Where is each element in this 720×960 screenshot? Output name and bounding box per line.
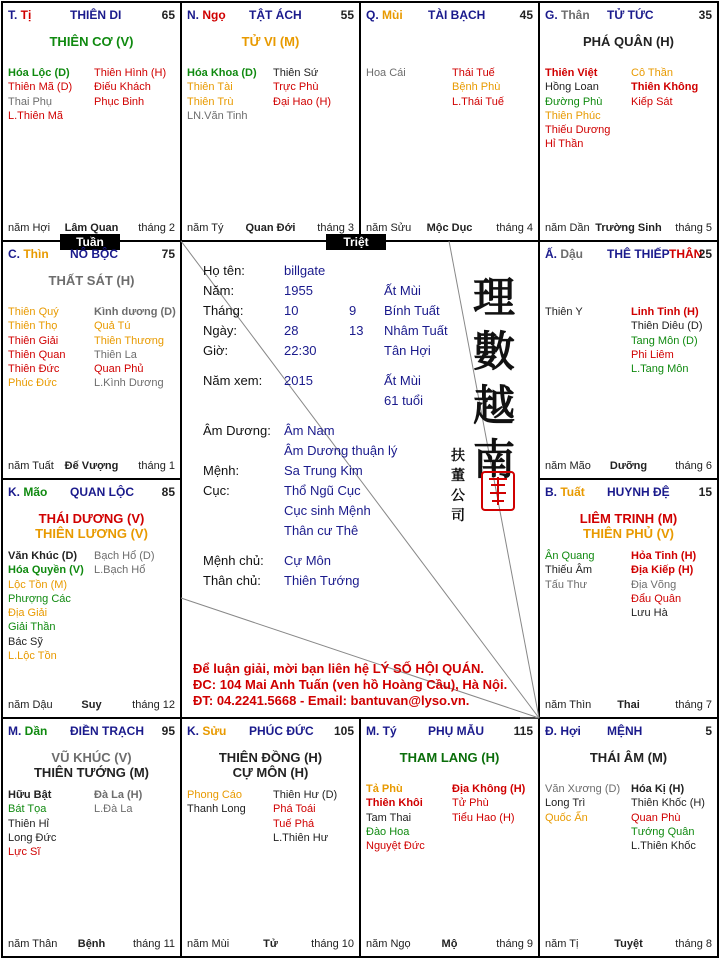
palace-footer: [187, 222, 354, 236]
trang-sinh-stage: Tử: [263, 938, 278, 950]
main-star: LIÊM TRINH (M): [579, 511, 678, 526]
can-chi: M. Dần: [8, 724, 48, 738]
trang-sinh-stage: Mộ: [441, 938, 458, 950]
minor-star: L.Tang Môn: [631, 363, 689, 376]
minor-star: Thiếu Âm: [545, 564, 593, 577]
stars-left: [8, 66, 72, 123]
palace-ty: [360, 718, 539, 957]
dai-han-number: 25: [698, 247, 712, 261]
dai-han-number: 55: [340, 8, 354, 22]
minor-star: L.Thái Tuế: [452, 95, 504, 108]
palace-header: [187, 724, 356, 740]
palace-header: [8, 247, 177, 263]
palace-header: [8, 485, 177, 501]
minor-star: L.Thiên Hư: [273, 831, 329, 844]
trang-sinh-stage: Quan Đới: [245, 222, 296, 234]
minor-star: Phúc Đức: [8, 377, 57, 390]
main-star: THÁI ÂM (M): [589, 750, 668, 765]
palace-header: [8, 8, 177, 24]
year-label: Năm:: [203, 283, 235, 298]
minor-star: Hóa Kị (H): [631, 783, 685, 795]
minor-star: Thiên Thương: [94, 334, 165, 347]
month-label: Tháng:: [203, 303, 244, 318]
minor-star: Thiên Y: [545, 306, 583, 318]
age-value: 61 tuổi: [384, 393, 424, 408]
minor-star: LN.Văn Tinh: [187, 109, 248, 122]
minor-star: Địa Võng: [631, 578, 677, 591]
minor-star: Phục Binh: [94, 95, 145, 108]
trang-sinh-stage: Lâm Quan: [64, 222, 119, 234]
view-year-value: 2015: [284, 373, 313, 388]
tieu-han-year: năm Mùi: [187, 938, 230, 950]
minor-star: Phi Liêm: [631, 348, 674, 361]
menhchu-label: Mệnh chủ:: [203, 553, 264, 568]
view-year-label: Năm xem:: [203, 373, 263, 388]
main-star: THIÊN LƯƠNG (V): [35, 526, 148, 541]
minor-star: Thiên Hư (D): [273, 789, 338, 801]
dai-han-number: 45: [519, 8, 533, 22]
can-chi: Đ. Hợi: [545, 724, 581, 738]
minor-star: Thiên Việt: [545, 67, 598, 79]
minor-star: Thiên Hình (H): [94, 67, 167, 79]
nguyet-han-month: tháng 11: [132, 938, 175, 950]
can-chi: N. Ngọ: [187, 8, 226, 22]
hour-cn: Tân Hợi: [384, 343, 431, 358]
minor-star: Địa Không (H): [452, 783, 526, 795]
can-chi: Q. Mùi: [366, 8, 403, 22]
small-calligraphy: 扶 董 公 司: [451, 448, 465, 524]
stars-left: [366, 782, 425, 853]
main-star: THÁI DƯƠNG (V): [38, 511, 145, 526]
nguyet-han-month: tháng 12: [132, 699, 175, 711]
minor-star: Thiên Mã (D): [8, 81, 73, 94]
minor-star: Thiên Diêu (D): [631, 320, 703, 333]
nguyet-han-month: tháng 5: [675, 222, 712, 234]
minor-star: Thiên La: [94, 348, 137, 361]
minor-star: Quan Phù: [631, 811, 681, 824]
minor-star: Bác Sỹ: [8, 635, 43, 648]
can-chi: T. Tị: [8, 8, 32, 22]
minor-star: Thiên Không: [631, 81, 699, 94]
palace-footer: [545, 699, 712, 713]
stars-right: [273, 788, 337, 845]
minor-star: Ân Quang: [545, 550, 595, 562]
minor-star: Linh Tinh (H): [631, 306, 699, 318]
palace-header: [545, 247, 714, 263]
minor-star: Đại Hao (H): [273, 95, 332, 108]
day-cn: Nhâm Tuất: [384, 323, 448, 338]
calligraphy-text: 理 數 越 南: [472, 273, 515, 484]
minor-star: Địa Giải: [8, 607, 48, 620]
palace-than: [539, 2, 718, 241]
menh-value: Sa Trung Kim: [284, 463, 363, 478]
stars-right: [452, 66, 504, 109]
palace-footer: [8, 938, 175, 952]
tieu-han-year: năm Tuất: [8, 460, 54, 472]
palace-name: TỬ TỨC: [607, 8, 654, 22]
minor-star: Tấu Thư: [545, 578, 588, 591]
stars-left: [545, 549, 595, 592]
than-position: Thân cư Thê: [284, 523, 359, 538]
minor-star: Bệnh Phù: [452, 81, 501, 94]
thanchu-value: Thiên Tướng: [284, 573, 360, 588]
minor-star: Địa Kiếp (H): [631, 564, 694, 577]
stars-left: [545, 66, 610, 152]
dai-han-number: 105: [333, 724, 354, 738]
minor-star: Hỉ Thần: [545, 138, 584, 151]
main-star: THIÊN ĐỒNG (H): [218, 750, 323, 765]
tieu-han-year: năm Dần: [545, 222, 590, 234]
center-panel: [181, 241, 539, 718]
minor-star: Long Trì: [545, 797, 586, 810]
minor-star: Thiên Trù: [187, 95, 234, 108]
palace-footer: [366, 222, 533, 236]
main-star: THIÊN TƯỚNG (M): [33, 765, 150, 780]
minor-star: Thiên Đức: [8, 363, 60, 376]
can-chi: B. Tuất: [545, 485, 585, 499]
palace-footer: [545, 938, 712, 952]
minor-star: Tuế Phá: [273, 817, 315, 830]
month-cn: Bính Tuất: [384, 303, 440, 318]
minor-star: Thiên Giải: [8, 334, 59, 347]
contact-phone-email: ĐT: 04.2241.5668 - Email: bantuvan@lyso.vn.: [193, 693, 470, 708]
trang-sinh-stage: Mộc Dục: [426, 222, 473, 234]
year-cn: Ất Mùi: [384, 283, 421, 298]
minor-star: Tang Môn (D): [631, 334, 698, 347]
stars-left: [8, 788, 56, 859]
minor-star: Hoa Cái: [366, 67, 406, 79]
trang-sinh-stage: Đế Vượng: [64, 460, 119, 472]
stars-right: [631, 305, 703, 376]
stars-left: [8, 549, 84, 663]
menhchu-value: Cự Môn: [284, 553, 331, 568]
stars-right: [631, 549, 696, 620]
tieu-han-year: năm Thìn: [545, 699, 592, 711]
palace-footer: [545, 222, 712, 236]
palace-header: [545, 485, 714, 501]
can-chi: Ấ. Dậu: [545, 247, 584, 261]
minor-star: Bạch Hổ (D): [94, 550, 155, 562]
cuc-label: Cục:: [203, 483, 230, 498]
dai-han-number: 65: [161, 8, 175, 22]
palace-header: [187, 8, 356, 24]
minor-star: Đẩu Quân: [631, 592, 682, 605]
palace-dau: [539, 241, 718, 479]
tieu-han-year: năm Tý: [187, 222, 224, 234]
minor-star: Long Đức: [8, 831, 57, 844]
nguyet-han-month: tháng 3: [317, 222, 354, 234]
tieu-han-year: năm Ngọ: [366, 938, 411, 950]
minor-star: Phượng Các: [8, 592, 71, 605]
minor-star: Hóa Lộc (D): [8, 67, 70, 79]
amduong-label: Âm Dương:: [203, 423, 271, 438]
palace-footer: [8, 222, 175, 236]
contact-line-1: Để luận giải, mời bạn liên hệ LÝ SỐ HỘI QUÁN.: [193, 661, 484, 676]
palace-tuat: [539, 479, 718, 718]
minor-star: Thái Tuế: [452, 67, 495, 79]
minor-star: L.Lộc Tồn: [8, 650, 57, 663]
main-star: PHÁ QUÂN (H): [583, 34, 674, 49]
minor-star: Quan Phủ: [94, 363, 144, 376]
dai-han-number: 5: [705, 724, 712, 738]
stars-left: [187, 788, 246, 817]
dai-han-number: 85: [161, 485, 175, 499]
tieu-han-year: năm Thân: [8, 938, 58, 950]
nguyet-han-month: tháng 6: [675, 460, 712, 472]
palace-footer: [8, 699, 175, 713]
minor-star: Thiên Quý: [8, 306, 59, 318]
name-value: billgate: [284, 263, 326, 278]
cuc-value: Thổ Ngũ Cục: [284, 483, 361, 498]
minor-star: Tam Thai: [366, 811, 412, 824]
trang-sinh-stage: Tuyệt: [614, 938, 643, 950]
palace-name: ĐIỀN TRẠCH: [70, 724, 144, 738]
dai-han-number: 115: [513, 724, 533, 738]
stars-right: [94, 549, 155, 578]
amduong-relation: Âm Dương thuận lý: [284, 443, 398, 458]
stars-left: [366, 66, 406, 80]
minor-star: Thiếu Dương: [545, 124, 611, 137]
minor-star: Thiên Tài: [187, 81, 233, 94]
tieu-han-year: năm Sửu: [366, 222, 412, 234]
palace-header: [366, 724, 535, 740]
palace-name: HUYNH ĐỆ: [607, 485, 670, 499]
trang-sinh-stage: Trường Sinh: [595, 222, 662, 234]
palace-header: [366, 8, 535, 24]
palace-header: [8, 724, 177, 740]
nguyet-han-month: tháng 1: [138, 460, 175, 472]
main-star: THIÊN PHỦ (V): [583, 526, 674, 541]
tieu-han-year: năm Tị: [545, 938, 579, 950]
tieu-han-year: năm Dậu: [8, 699, 53, 711]
can-chi: G. Thân: [545, 8, 590, 22]
tieu-han-year: năm Hợi: [8, 222, 51, 234]
calligraphy-seal: [469, 271, 519, 487]
minor-star: Lực Sĩ: [8, 846, 41, 859]
palace-mao: [2, 479, 181, 718]
stars-left: [545, 782, 620, 825]
minor-star: L.Bạch Hổ: [94, 564, 146, 577]
stars-right: [452, 782, 525, 825]
minor-star: Bát Tọa: [8, 803, 47, 816]
minor-star: Kình dương (D): [94, 306, 176, 318]
menh-label: Mệnh:: [203, 463, 240, 478]
minor-star: Kiếp Sát: [631, 95, 673, 108]
stars-right: [94, 788, 142, 817]
minor-star: Thiên Sứ: [273, 67, 319, 79]
main-star: THIÊN CƠ (V): [49, 34, 134, 49]
minor-star: Quốc Ấn: [545, 811, 588, 824]
minor-star: Thiên Khôi: [366, 797, 423, 810]
minor-star: Tả Phù: [366, 783, 403, 795]
minor-star: L.Đà La: [94, 803, 133, 816]
minor-star: Tử Phù: [452, 797, 489, 810]
hour-label: Giờ:: [203, 343, 229, 358]
minor-star: Hồng Loan: [545, 81, 599, 94]
minor-star: Thanh Long: [187, 803, 246, 816]
palace-name: PHÚC ĐỨC: [249, 724, 314, 738]
trang-sinh-stage: Bệnh: [77, 938, 106, 950]
minor-star: Đà La (H): [94, 789, 143, 801]
minor-star: Đào Hoa: [366, 825, 410, 838]
palace-dan: [2, 718, 181, 957]
main-star: THAM LANG (H): [399, 750, 500, 765]
thanchu-label: Thân chủ:: [203, 573, 261, 588]
can-chi: M. Tý: [366, 724, 397, 738]
minor-star: Trực Phù: [273, 81, 319, 94]
trang-sinh-stage: Suy: [81, 699, 102, 711]
palace-name: QUAN LỘC: [70, 485, 134, 499]
stars-right: [273, 66, 331, 109]
dai-han-number: 75: [161, 247, 175, 261]
minor-star: Nguyệt Đức: [366, 840, 425, 853]
name-label: Họ tên:: [203, 263, 245, 278]
month-lunar: 9: [349, 303, 357, 318]
hour-value: 22:30: [284, 343, 317, 358]
palace-ti: [2, 2, 181, 241]
nguyet-han-month: tháng 4: [496, 222, 533, 234]
palace-footer: [8, 460, 175, 474]
nguyet-han-month: tháng 2: [138, 222, 175, 234]
minor-star: L.Kình Dương: [94, 377, 164, 390]
minor-star: Hữu Bật: [8, 789, 52, 801]
nguyet-han-month: tháng 8: [675, 938, 712, 950]
dai-han-number: 35: [698, 8, 712, 22]
cuc-relation: Cục sinh Mệnh: [284, 503, 371, 518]
minor-star: Tướng Quân: [631, 825, 695, 838]
palace-suu: [181, 718, 360, 957]
month-value: 10: [284, 303, 299, 318]
palace-ngo: [181, 2, 360, 241]
minor-star: L.Thiên Mã: [8, 109, 64, 122]
nguyet-han-month: tháng 9: [496, 938, 533, 950]
minor-star: Thai Phụ: [8, 95, 53, 108]
minor-star: Hóa Quyền (V): [8, 564, 84, 577]
can-chi: K. Sửu: [187, 724, 227, 738]
stars-right: [94, 305, 176, 391]
palace-name: NÔ BỘC: [70, 247, 118, 261]
palace-name: MỆNH: [607, 724, 643, 738]
minor-star: Thiên Hỉ: [8, 817, 49, 830]
minor-star: Văn Xương (D): [545, 783, 621, 795]
stars-right: [631, 66, 698, 109]
minor-star: Quả Tú: [94, 320, 131, 333]
minor-star: Lộc Tồn (M): [8, 578, 68, 591]
amduong-value: Âm Nam: [284, 423, 335, 438]
minor-star: Tiểu Hao (H): [452, 811, 515, 824]
red-seal-stamp: [481, 471, 515, 511]
minor-star: Giải Thần: [8, 621, 56, 634]
view-year-cn: Ất Mùi: [384, 373, 421, 388]
palace-hoi: [539, 718, 718, 957]
trang-sinh-stage: Dưỡng: [609, 460, 648, 472]
trang-sinh-stage: Thai: [617, 699, 640, 711]
minor-star: Thiên Thọ: [8, 320, 58, 333]
stars-left: [8, 305, 65, 391]
palace-footer: [187, 938, 354, 952]
palace-name: PHỤ MẪU: [428, 724, 484, 738]
minor-star: Hóa Khoa (D): [187, 67, 257, 79]
main-star: CỰ MÔN (H): [232, 765, 309, 780]
palace-header: [545, 8, 714, 24]
palace-header: [545, 724, 714, 740]
minor-star: Điếu Khách: [94, 81, 151, 94]
dai-han-number: 15: [698, 485, 712, 499]
tuan-tag: Tuần: [60, 234, 120, 250]
minor-star: Thiên Quan: [8, 348, 66, 361]
palace-mui: [360, 2, 539, 241]
can-chi: C. Thìn: [8, 247, 49, 261]
palace-name: TẬT ÁCH: [249, 8, 302, 22]
palace-name: THIÊN DI: [70, 8, 122, 22]
minor-star: L.Thiên Khốc: [631, 840, 696, 853]
palace-name: THÊ THIẾP: [607, 247, 670, 261]
minor-star: Phá Toái: [273, 803, 316, 816]
main-star: THẤT SÁT (H): [48, 273, 135, 288]
dai-han-number: 95: [161, 724, 175, 738]
stars-left: [545, 305, 583, 319]
nguyet-han-month: tháng 7: [675, 699, 712, 711]
minor-star: Thiên Khốc (H): [631, 797, 705, 810]
main-star: TỬ VI (M): [241, 34, 300, 49]
contact-address: ĐC: 104 Mai Anh Tuấn (ven hồ Hoàng Cầu), Hà Nội.: [193, 677, 508, 692]
day-value: 28: [284, 323, 299, 338]
palace-name: TÀI BẠCH: [428, 8, 486, 22]
palace-thin: [2, 241, 181, 479]
stars-right: [631, 782, 705, 853]
minor-star: Hỏa Tinh (H): [631, 550, 697, 562]
minor-star: Thiên Phúc: [545, 109, 601, 122]
nguyet-han-month: tháng 10: [311, 938, 354, 950]
day-label: Ngày:: [203, 323, 237, 338]
main-star: VŨ KHÚC (V): [51, 750, 132, 765]
day-lunar: 13: [349, 323, 364, 338]
minor-star: Phong Cáo: [187, 789, 243, 801]
than-marker: THÂN: [669, 247, 703, 261]
stars-right: [94, 66, 166, 109]
minor-star: Lưu Hà: [631, 607, 668, 620]
stars-left: [187, 66, 257, 123]
can-chi: K. Mão: [8, 485, 48, 499]
minor-star: Đường Phù: [545, 95, 603, 108]
minor-star: Cô Thần: [631, 67, 673, 79]
tieu-han-year: năm Mão: [545, 460, 591, 472]
palace-footer: [366, 938, 533, 952]
triet-tag: Triệt: [326, 234, 386, 250]
year-value: 1955: [284, 283, 313, 298]
minor-star: Văn Khúc (D): [8, 550, 78, 562]
palace-footer: [545, 460, 712, 474]
